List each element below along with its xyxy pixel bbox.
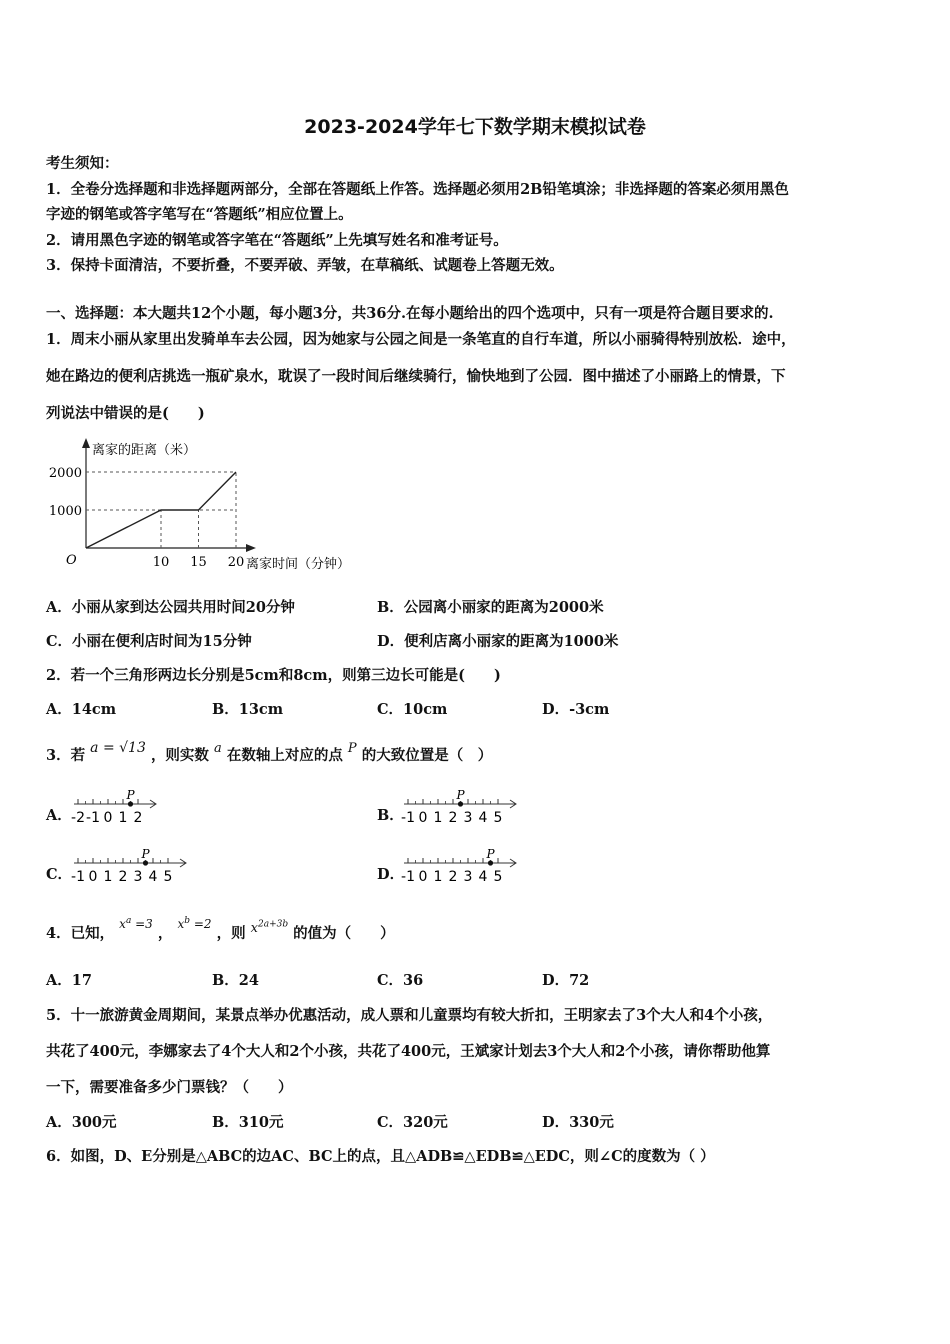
q4-eq1: [119, 917, 153, 931]
number-line-point-label: P: [141, 847, 150, 861]
number-line-tick-label: 3: [463, 869, 473, 885]
number-line-tick-label: 0: [418, 869, 428, 885]
q1-option-b: B．公园离小丽家的距离为2000米: [377, 599, 604, 616]
q5-option-b: B．310元: [212, 1114, 284, 1131]
q4-eq3-base: x: [250, 921, 258, 936]
q3-option-a-label: A．: [46, 807, 72, 824]
chart-x-tick-label: 10: [152, 555, 170, 570]
q3-option-c-label: C．: [46, 866, 73, 883]
number-line-point-label: P: [126, 788, 135, 802]
number-line-tick-label: 1: [118, 810, 128, 826]
q4-eq1-base: x: [119, 917, 126, 931]
number-line-tick-label: 4: [148, 869, 158, 885]
q5-stem-line: 5．十一旅游黄金周期间，某景点举办优惠活动，成人票和儿童票均有较大折扣，王明家去了3个大人和4个小孩，: [46, 1007, 773, 1024]
q4-eq3-exp: 2a+3b: [257, 919, 289, 930]
q6-stem: 6．如图，D、E分别是△ABC的边AC、BC上的点，且△ADB≌△EDB≌△EDC，则∠C的度数为（ ）: [46, 1148, 715, 1165]
q4-option-d: D．72: [542, 972, 590, 989]
chart-y-tick-label: 1000: [48, 504, 82, 519]
q2-option-c: C．10cm: [377, 701, 448, 718]
q3-number-line-d: [400, 843, 560, 887]
notice-heading: 考生须知：: [46, 155, 119, 172]
q4-eq2-exp: b: [184, 916, 190, 926]
q3-number-line-a: [70, 784, 220, 828]
q4-sep: ，: [157, 925, 173, 942]
number-line-tick-label: 2: [448, 810, 458, 826]
number-line-tick-label: -1: [401, 869, 415, 885]
q1-distance-time-chart: [40, 436, 390, 581]
chart-origin-label: O: [66, 553, 77, 568]
q4-stem-pre: 4．已知，: [46, 925, 115, 942]
q3-stem-post: 的大致位置是（ ）: [361, 747, 493, 764]
number-line-tick-label: 5: [493, 869, 503, 885]
q3-stem: [46, 740, 493, 765]
q1-stem-line: 列说法中错误的是( ): [46, 405, 205, 422]
number-line-tick-label: 3: [463, 810, 473, 826]
q3-var-a: a: [214, 741, 222, 756]
number-line-point-label: P: [486, 847, 495, 861]
q4-stem: [46, 916, 395, 943]
q4-eq2-rest: =2: [190, 917, 212, 931]
number-line-tick-label: 0: [103, 810, 113, 826]
q2-option-d: D．-3cm: [542, 701, 610, 718]
q5-stem-line: 一下，需要准备多少门票钱？（ ）: [46, 1079, 293, 1096]
chart-y-arrow: [82, 438, 90, 448]
notice-item: 2．请用黑色字迹的钢笔或答字笔在“答题纸”上先填写姓名和准考证号。: [46, 232, 508, 249]
number-line-tick-label: 5: [493, 810, 503, 826]
q5-stem-line: 共花了400元，李娜家去了4个大人和2个小孩，共花了400元，王斌家计划去3个大人和2个小孩，请你帮助他算: [46, 1043, 771, 1060]
number-line-tick-label: -2: [71, 810, 85, 826]
chart-xlabel: 离家时间（分钟）: [246, 557, 351, 572]
q3-stem-mid: ，则实数: [150, 747, 209, 764]
q4-stem-mid: ，则: [216, 925, 246, 942]
number-line-point: [488, 860, 493, 865]
q4-option-b: B．24: [212, 972, 259, 989]
notice-item: 1．全卷分选择题和非选择题两部分，全部在答题纸上作答。选择题必须用2B铅笔填涂；非选择题的答案必须用黑色: [46, 181, 789, 198]
q3-stem-pre: 3．若: [46, 747, 86, 764]
q5-option-d: D．330元: [542, 1114, 614, 1131]
number-line-point-label: P: [456, 788, 465, 802]
number-line-point: [128, 801, 133, 806]
number-line-tick-label: 2: [118, 869, 128, 885]
q1-option-a: A．小丽从家到达公园共用时间20分钟: [46, 599, 295, 616]
q3-stem-mid2: 在数轴上对应的点: [226, 747, 343, 764]
number-line-tick-label: 1: [433, 810, 443, 826]
chart-ylabel: 离家的距离（米）: [92, 443, 197, 458]
q1-option-c: C．小丽在便利店时间为15分钟: [46, 633, 252, 650]
number-line-tick-label: 0: [88, 869, 98, 885]
q4-option-a: A．17: [46, 972, 92, 989]
number-line-tick-label: 5: [163, 869, 173, 885]
chart-x-tick-label: 15: [190, 555, 207, 570]
number-line-tick-label: 4: [478, 869, 488, 885]
chart-x-arrow: [246, 544, 256, 552]
q3-var-p: P: [347, 741, 357, 756]
number-line-tick-label: 2: [133, 810, 143, 826]
q2-stem: 2．若一个三角形两边长分别是5cm和8cm，则第三边长可能是( ): [46, 667, 501, 684]
number-line-tick-label: 1: [103, 869, 113, 885]
q3-option-d-label: D．: [377, 866, 405, 883]
q3-number-line-c: [70, 843, 230, 887]
notice-item: 字迹的钢笔或答字笔写在“答题纸”相应位置上。: [46, 206, 353, 223]
number-line-tick-label: -1: [86, 810, 100, 826]
q2-option-b: B．13cm: [212, 701, 284, 718]
chart-y-tick-label: 2000: [48, 466, 82, 481]
q4-eq1-exp: a: [125, 916, 132, 926]
number-line-point: [458, 801, 463, 806]
q1-option-d: D．便利店离小丽家的距离为1000米: [377, 633, 619, 650]
number-line-tick-label: 4: [478, 810, 488, 826]
q4-eq1-rest: =3: [131, 917, 153, 931]
q4-eq2-base: x: [177, 917, 185, 931]
q4-eq3: [251, 921, 288, 936]
q3-stem-math: a = √13: [90, 740, 146, 756]
q2-option-a: A．14cm: [46, 701, 117, 718]
number-line-tick-label: 2: [448, 869, 458, 885]
page-title: 2023-2024学年七下数学期末模拟试卷: [304, 116, 646, 138]
q3-option-b-label: B．: [377, 807, 404, 824]
chart-x-tick-label: 20: [227, 555, 245, 570]
notice-item: 3．保持卡面清洁，不要折叠，不要弄破、弄皱，在草稿纸、试题卷上答题无效。: [46, 257, 564, 274]
number-line-tick-label: -1: [71, 869, 85, 885]
q5-option-a: A．300元: [46, 1114, 117, 1131]
q3-number-line-b: [400, 784, 560, 828]
q5-option-c: C．320元: [377, 1114, 448, 1131]
section-heading: 一、选择题：本大题共12个小题，每小题3分，共36分.在每小题给出的四个选项中，只有一项是符合题目要求的.: [46, 305, 774, 322]
number-line-tick-label: 1: [433, 869, 443, 885]
number-line-tick-label: -1: [401, 810, 415, 826]
number-line-point: [143, 860, 148, 865]
q4-eq2: [177, 917, 211, 931]
number-line-tick-label: 3: [133, 869, 143, 885]
number-line-tick-label: 0: [418, 810, 428, 826]
q1-stem-line: 1．周末小丽从家里出发骑单车去公园，因为她家与公园之间是一条笔直的自行车道，所以小丽骑得特别放松．途中，: [46, 331, 796, 348]
q4-option-c: C．36: [377, 972, 424, 989]
q1-stem-line: 她在路边的便利店挑选一瓶矿泉水，耽误了一段时间后继续骑行，愉快地到了公园．图中描述了小丽路上的情景，下: [46, 368, 786, 385]
q4-stem-post: 的值为（ ）: [293, 925, 395, 942]
